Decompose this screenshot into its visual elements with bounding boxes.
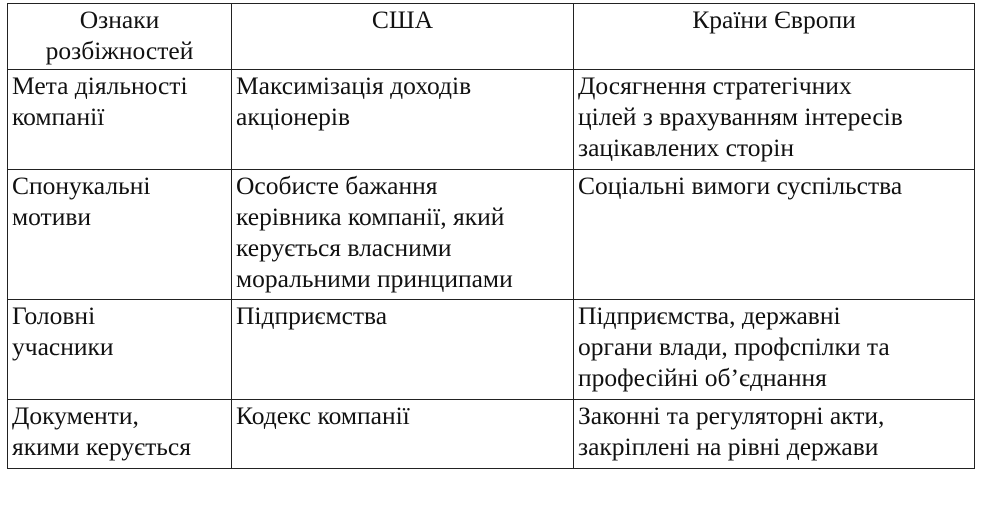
row-label-cell <box>8 170 232 300</box>
header-cell-features <box>8 4 232 70</box>
cell-line: моральними принципами <box>236 264 513 293</box>
usa-cell <box>232 70 574 170</box>
cell-line: закріплені на рівні держави <box>578 432 879 461</box>
usa-cell <box>232 170 574 300</box>
cell-line: Законні та регуляторні акти, <box>578 401 885 430</box>
row-label-cell <box>8 400 232 469</box>
cell-line: органи влади, профспілки та <box>578 332 890 361</box>
cell-line: розбіжностей <box>45 36 194 65</box>
cell-line: Мета діяльності <box>12 71 188 100</box>
europe-cell <box>574 300 975 400</box>
table-row <box>8 400 975 469</box>
cell-line: Спонукальні <box>12 171 151 200</box>
cell-line: США <box>371 5 434 34</box>
cell-line: зацікавлених сторін <box>578 133 794 162</box>
usa-cell <box>232 400 574 469</box>
table-row <box>8 300 975 400</box>
row-label-cell <box>8 300 232 400</box>
table-row <box>8 70 975 170</box>
cell-line: якими керується <box>12 432 191 461</box>
header-cell-usa <box>232 4 574 70</box>
cell-line: Ознаки <box>79 5 160 34</box>
cell-line: Максимізація доходів <box>236 71 472 100</box>
row-label-cell <box>8 70 232 170</box>
cell-line: учасники <box>12 332 114 361</box>
cell-line: професійні об’єднання <box>578 363 827 392</box>
cell-line: Головні <box>12 301 96 330</box>
cell-line: Країни Європи <box>692 5 856 34</box>
cell-line: цілей з врахуванням інтересів <box>578 102 903 131</box>
cell-line: Соціальні вимоги суспільства <box>578 171 903 200</box>
cell-line: акціонерів <box>236 102 351 131</box>
cell-line: компанії <box>12 102 105 131</box>
cell-line: Підприємства <box>236 301 388 330</box>
cell-line: Кодекс компанії <box>236 401 410 430</box>
europe-cell <box>574 170 975 300</box>
header-row <box>8 4 975 70</box>
cell-line: Документи, <box>12 401 139 430</box>
comparison-table <box>7 3 975 469</box>
table-row <box>8 170 975 300</box>
europe-cell <box>574 400 975 469</box>
cell-line: мотиви <box>12 202 92 231</box>
europe-cell <box>574 70 975 170</box>
usa-cell <box>232 300 574 400</box>
cell-line: керівника компанії, який <box>236 202 505 231</box>
cell-line: Підприємства, державні <box>578 301 841 330</box>
cell-line: керується власними <box>236 233 452 262</box>
header-cell-europe <box>574 4 975 70</box>
cell-line: Досягнення стратегічних <box>578 71 852 100</box>
cell-line: Особисте бажання <box>236 171 438 200</box>
